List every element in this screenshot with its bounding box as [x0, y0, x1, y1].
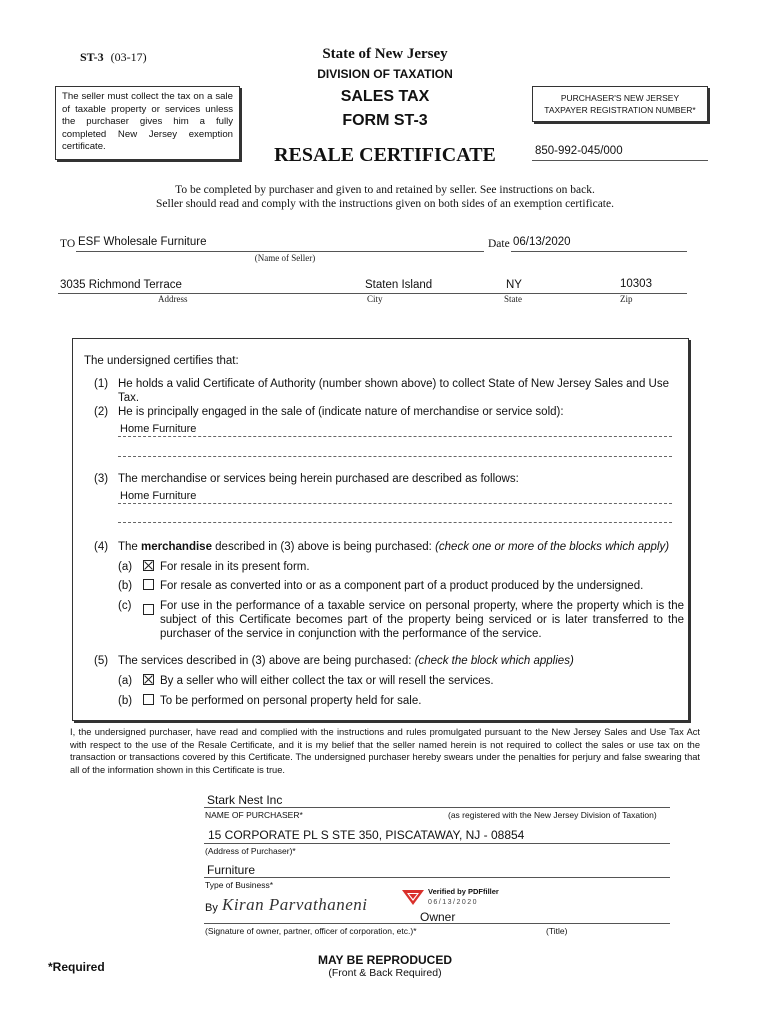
item-5b-row [143, 694, 421, 708]
city-field[interactable]: Staten Island [365, 279, 433, 291]
item-3-value[interactable]: Home Furniture [120, 490, 197, 502]
required-note: *Required [48, 960, 105, 974]
item-4b-row [143, 579, 643, 593]
item-3-text: The merchandise or services being herein purchased are described as follows: [118, 473, 519, 485]
item-5-text [118, 654, 688, 668]
item-4a-letter: (a) [118, 561, 133, 573]
purchaser-name-line [204, 807, 670, 808]
division-title: DIVISION OF TAXATION [317, 67, 453, 81]
item-5-main: The services described in (3) above are being purchased: [118, 655, 415, 667]
item-3-line-1 [118, 503, 672, 504]
item-2-line-2 [118, 456, 672, 457]
item-5b-text: To be performed on personal property held for sale. [160, 695, 422, 707]
title-field[interactable]: Owner [420, 910, 456, 924]
item-4-number: (4) [94, 541, 109, 553]
item-4-post: described in (3) above is being purchased: [211, 541, 436, 553]
seller-name-field[interactable]: ESF Wholesale Furniture [78, 236, 207, 248]
city-caption: City [367, 294, 383, 304]
purchaser-name-caption: NAME OF PURCHASER* [205, 810, 303, 820]
checkbox-5a[interactable] [143, 674, 154, 685]
verified-text: Verified by PDFfiller [428, 887, 499, 896]
item-3-number: (3) [94, 473, 109, 485]
form-code [80, 50, 147, 65]
item-2-line-1 [118, 436, 672, 437]
address-field[interactable]: 3035 Richmond Terrace [60, 279, 182, 291]
certifies-heading: The undersigned certifies that: [84, 355, 239, 367]
instruction-line-2: Seller should read and comply with the instructions given on both sides of an exemption certificate. [156, 198, 614, 210]
state-title: State of New Jersey [322, 46, 448, 62]
checkbox-4a[interactable] [143, 560, 154, 571]
item-5a-letter: (a) [118, 675, 133, 687]
item-4b-letter: (b) [118, 580, 133, 592]
form-name-title: FORM ST-3 [342, 112, 428, 129]
date-label: Date [488, 238, 510, 250]
name-of-seller-caption: (Name of Seller) [254, 253, 316, 263]
signature-field[interactable]: Kiran Parvathaneni [222, 895, 368, 914]
front-back-note: (Front & Back Required) [328, 967, 442, 979]
registration-number[interactable]: 850-992-045/000 [535, 145, 623, 157]
verified-date: 06/13/2020 [428, 899, 479, 906]
date-line [511, 251, 687, 252]
form-revision: (03-17) [110, 50, 147, 64]
address-caption: Address [158, 294, 188, 304]
item-5-number: (5) [94, 655, 109, 667]
seller-note: The seller must collect the tax on a sale of taxable property or services unless the purchaser gives him a fully completed New Jersey exemption certificate. [62, 91, 233, 153]
business-type-caption: Type of Business* [205, 880, 274, 890]
purchaser-address-field[interactable]: 15 CORPORATE PL S STE 350, PISCATAWAY, NJ - 08854 [208, 828, 525, 842]
item-5a-text: By a seller who will either collect the tax or will resell the services. [160, 675, 494, 687]
zip-caption: Zip [620, 294, 633, 304]
item-4b-text: For resale as converted into or as a component part of a product produced by the undersigned. [160, 580, 644, 592]
item-4-italic: (check one or more of the blocks which apply) [435, 541, 670, 553]
registration-label-2: TAXPAYER REGISTRATION NUMBER* [544, 105, 696, 115]
item-5-italic: (check the block which applies) [414, 655, 574, 667]
item-5a-row [143, 674, 494, 688]
item-4c-letter: (c) [118, 600, 132, 612]
registration-number-line [532, 160, 708, 161]
item-2-value[interactable]: Home Furniture [120, 423, 197, 435]
form-code-label: ST-3 [80, 50, 104, 64]
state-caption: State [504, 294, 522, 304]
item-4c-text: For use in the performance of a taxable service on personal property, where the property which is the subject of this Certificate becomes part of the property being serviced or is later transferred to the purchaser of the service in conjunction with the performance of the service. [160, 600, 684, 640]
signature-line [204, 923, 670, 924]
business-type-field[interactable]: Furniture [207, 863, 256, 877]
resale-certificate-title: RESALE CERTIFICATE [274, 144, 496, 166]
to-label: TO [60, 238, 76, 250]
by-label: By [205, 902, 218, 914]
signature-caption: (Signature of owner, partner, officer of corporation, etc.)* [205, 926, 417, 936]
seller-note-box [55, 86, 240, 160]
sales-tax-title: SALES TAX [340, 88, 430, 105]
may-be-reproduced: MAY BE REPRODUCED [317, 953, 453, 967]
checkbox-4b[interactable] [143, 579, 154, 590]
checkbox-5b[interactable] [143, 694, 154, 705]
item-2-number: (2) [94, 406, 109, 418]
item-4a-text: For resale in its present form. [160, 561, 310, 573]
purchaser-name-field[interactable]: Stark Nest Inc [207, 793, 283, 807]
seller-name-line [76, 251, 484, 252]
registered-caption: (as registered with the New Jersey Division of Taxation) [448, 810, 657, 820]
item-4-bold: merchandise [141, 541, 212, 553]
title-caption: (Title) [546, 926, 568, 936]
declaration-text: I, the undersigned purchaser, have read and complied with the instructions and rules promulgated pursuant to the New Jersey Sales and Use Tax Act with respect to the use of the Resale Certificate, and it is my belief that the seller named herein is not required to collect the sales or use tax on the transaction or transactions covered by this Certificate. The undersigned purchaser hereby swears under the penalties for perjury and false swearing that all of the information shown in this Certificate is true. [70, 727, 700, 775]
purchaser-address-caption: (Address of Purchaser)* [205, 846, 296, 856]
purchaser-address-line [204, 843, 670, 844]
date-field[interactable]: 06/13/2020 [513, 236, 571, 248]
item-4-pre: The [118, 541, 142, 553]
pdffiller-logo-icon [402, 888, 424, 906]
item-3-line-2 [118, 522, 672, 523]
business-type-line [204, 877, 670, 878]
item-1-text: He holds a valid Certificate of Authority (number shown above) to collect State of New Jersey Sales and Use Tax. [118, 378, 669, 404]
checkbox-4c[interactable] [143, 604, 154, 615]
item-4a-row [143, 560, 310, 574]
item-2-text: He is principally engaged in the sale of (indicate nature of merchandise or service sold): [118, 406, 564, 418]
item-1-number: (1) [94, 378, 109, 390]
instruction-line-1: To be completed by purchaser and given to and retained by seller. See instructions on back. [175, 184, 595, 196]
item-4-text [118, 540, 688, 554]
item-5b-letter: (b) [118, 695, 133, 707]
zip-field[interactable]: 10303 [620, 278, 652, 290]
state-field[interactable]: NY [506, 279, 522, 291]
registration-box [532, 86, 708, 122]
registration-label-1: PURCHASER'S NEW JERSEY [560, 93, 680, 103]
